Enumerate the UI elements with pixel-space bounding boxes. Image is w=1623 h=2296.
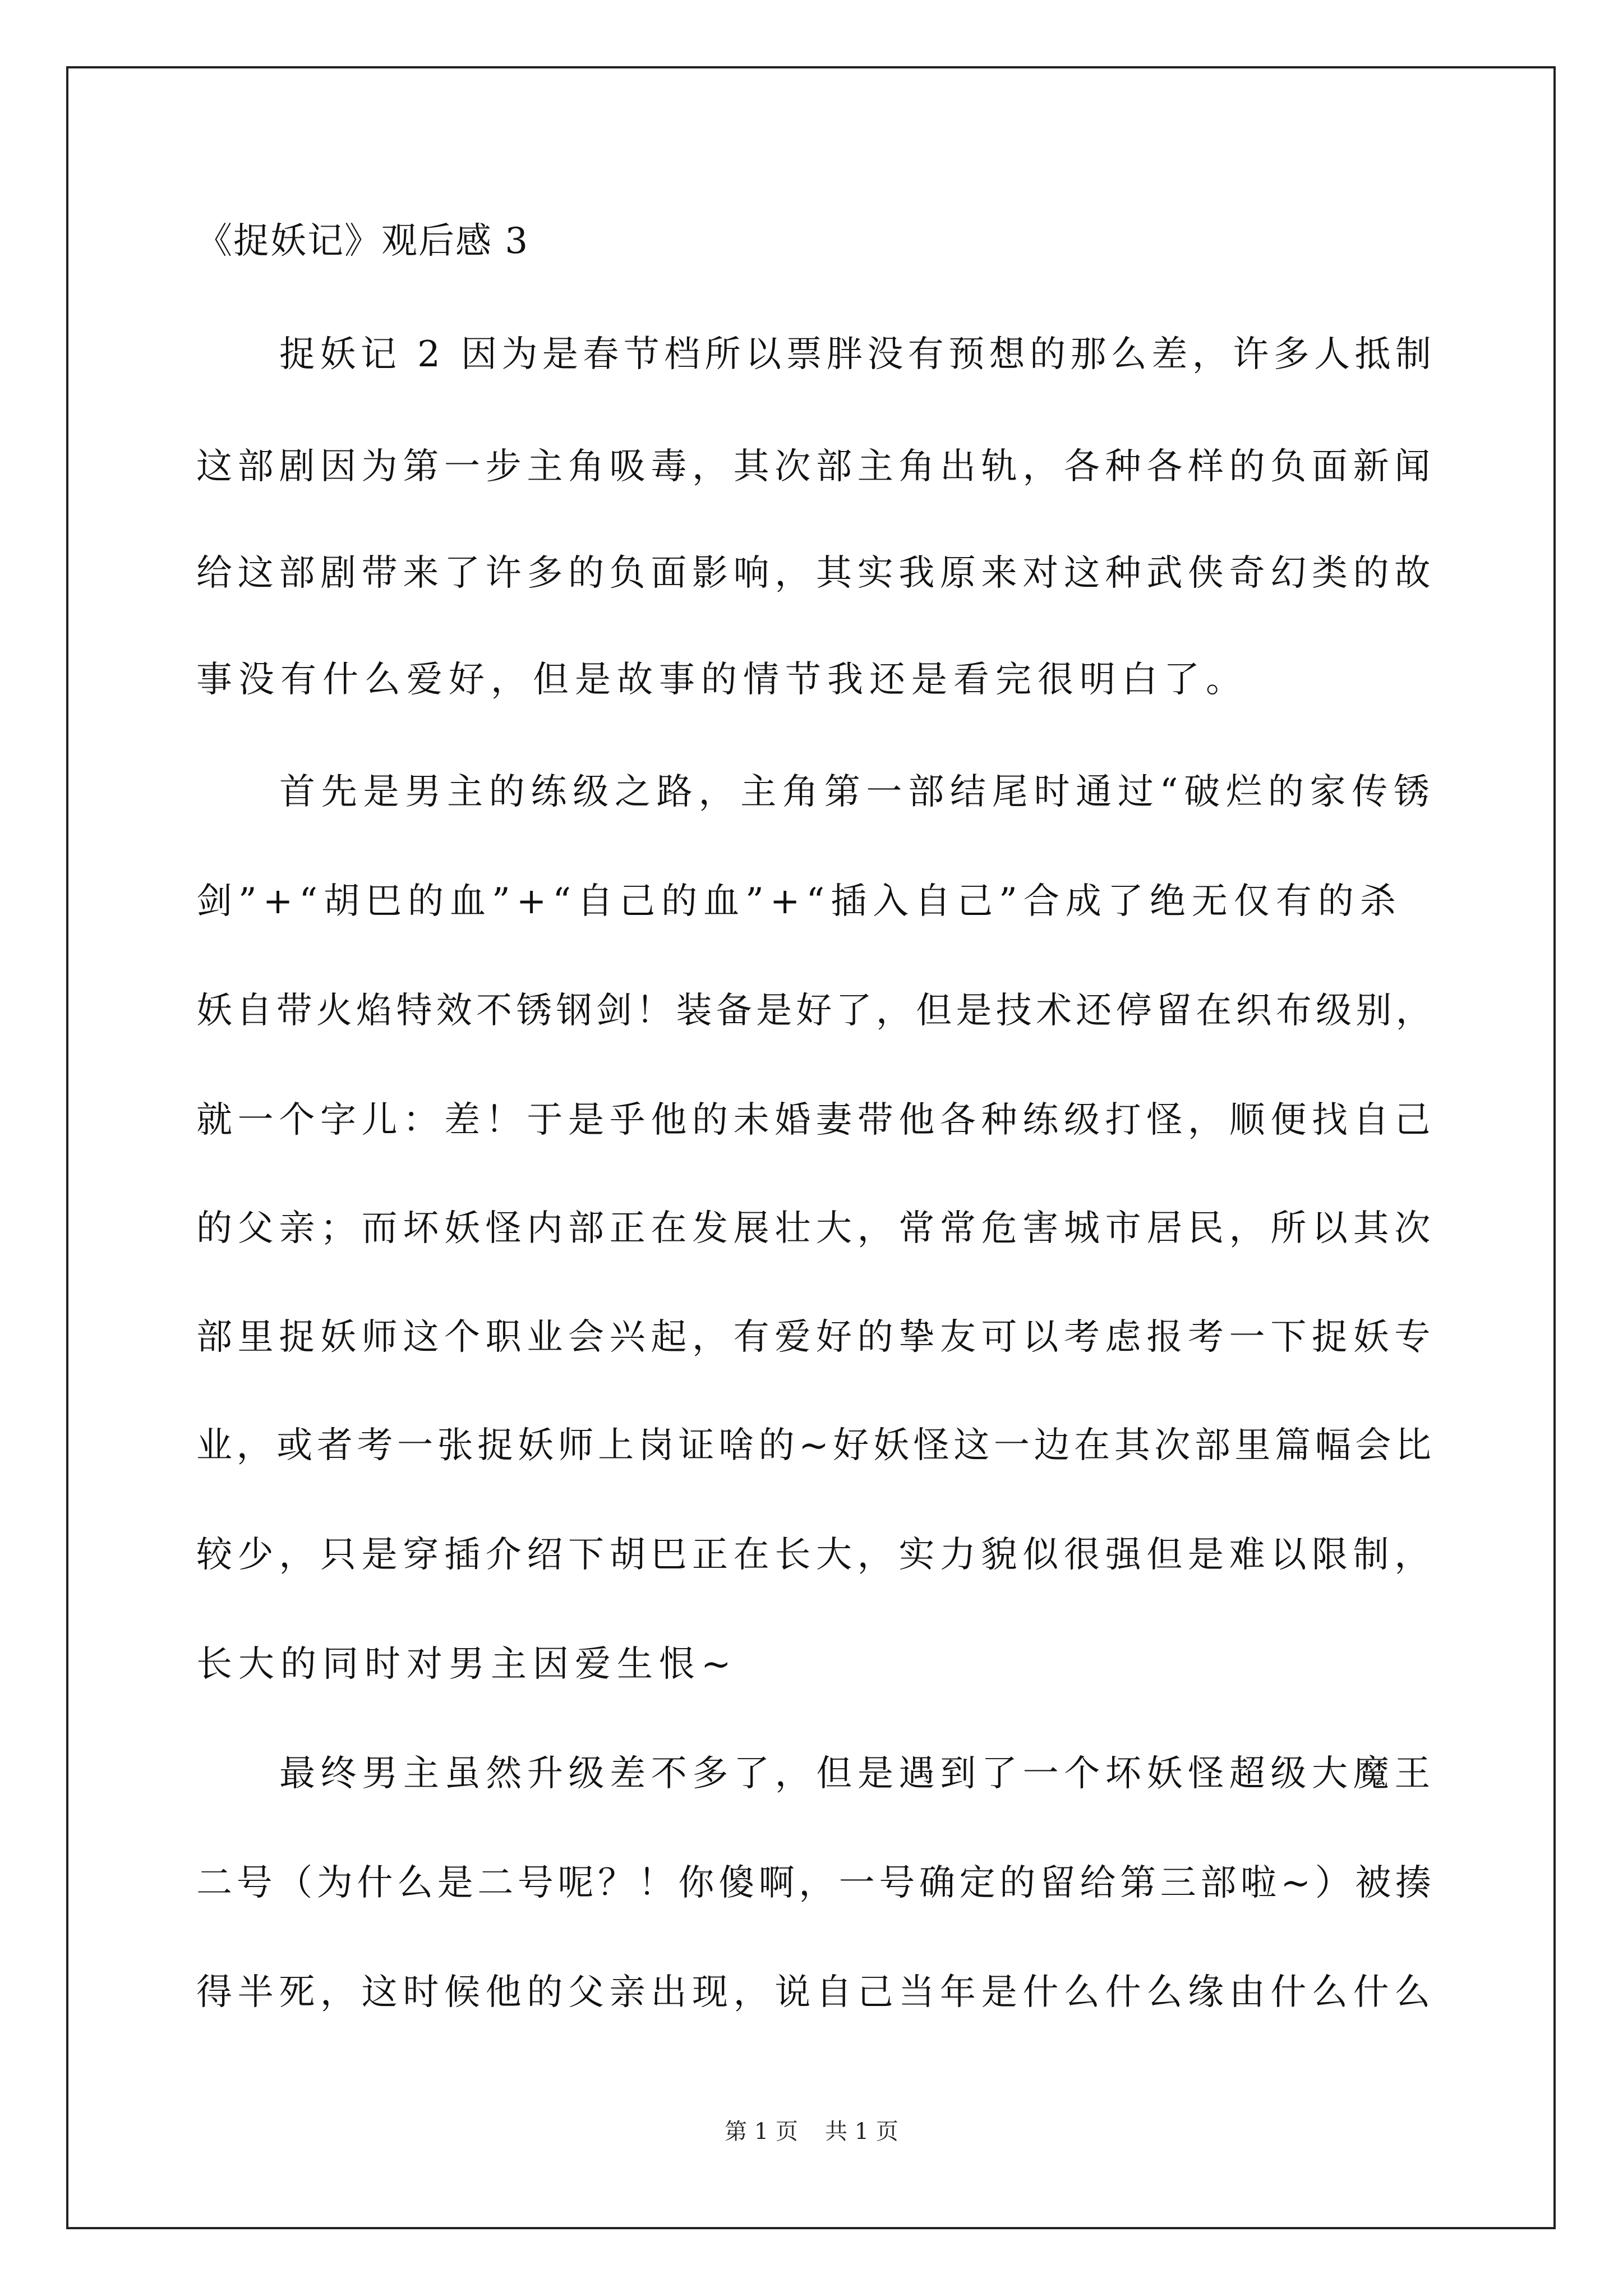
body-line-p3-2: 二号（为什么是二号呢？！你傻啊，一号确定的留给第三部啦~）被揍 — [196, 1862, 1436, 1904]
body-line-p2-1: 首先是男主的练级之路，主角第一部结尾时通过“破烂的家传锈 — [279, 771, 1436, 813]
body-line-p3-1: 最终男主虽然升级差不多了，但是遇到了一个坏妖怪超级大魔王 — [279, 1753, 1436, 1795]
body-line-p1-1: 捉妖记 2 因为是春节档所以票胖没有预想的那么差，许多人抵制 — [279, 334, 1436, 375]
document-title: 《捉妖记》观后感 3 — [196, 220, 529, 262]
body-line-p2-6: 部里捉妖师这个职业会兴起，有爱好的挚友可以考虑报考一下捉妖专 — [196, 1317, 1436, 1358]
page-footer — [0, 2120, 1623, 2143]
body-line-p2-3: 妖自带火焰特效不锈钢剑！装备是好了，但是技术还停留在织布级别， — [196, 990, 1436, 1032]
page-number-total: 共 1 页 — [825, 2119, 898, 2145]
body-line-p2-5: 的父亲；而坏妖怪内部正在发展壮大，常常危害城市居民，所以其次 — [196, 1208, 1436, 1249]
page-border — [66, 66, 1556, 2229]
body-line-p2-7: 业，或者考一张捉妖师上岗证啥的~好妖怪这一边在其次部里篇幅会比 — [196, 1425, 1436, 1466]
body-line-p1-3: 给这部剧带来了许多的负面影响，其实我原来对这种武侠奇幻类的故 — [196, 553, 1436, 594]
body-line-p3-3: 得半死，这时候他的父亲出现，说自己当年是什么什么缘由什么什么 — [196, 1972, 1436, 2013]
body-line-p2-9: 长大的同时对男主因爱生恨~ — [196, 1644, 737, 1685]
body-line-p2-4: 就一个字儿：差！于是乎他的未婚妻带他各种练级打怪，顺便找自己 — [196, 1099, 1436, 1141]
body-line-p1-2: 这部剧因为第一步主角吸毒，其次部主角出轨，各种各样的负面新闻 — [196, 446, 1436, 487]
page-number-current: 第 1 页 — [725, 2119, 798, 2145]
body-line-p2-8: 较少，只是穿插介绍下胡巴正在长大，实力貌似很强但是难以限制， — [196, 1534, 1436, 1576]
body-line-p1-4: 事没有什么爱好，但是故事的情节我还是看完很明白了。 — [196, 659, 1248, 701]
body-line-p2-2: 剑”+“胡巴的血”+“自己的血”+“插入自己”合成了绝无仅有的杀 — [196, 881, 1402, 922]
